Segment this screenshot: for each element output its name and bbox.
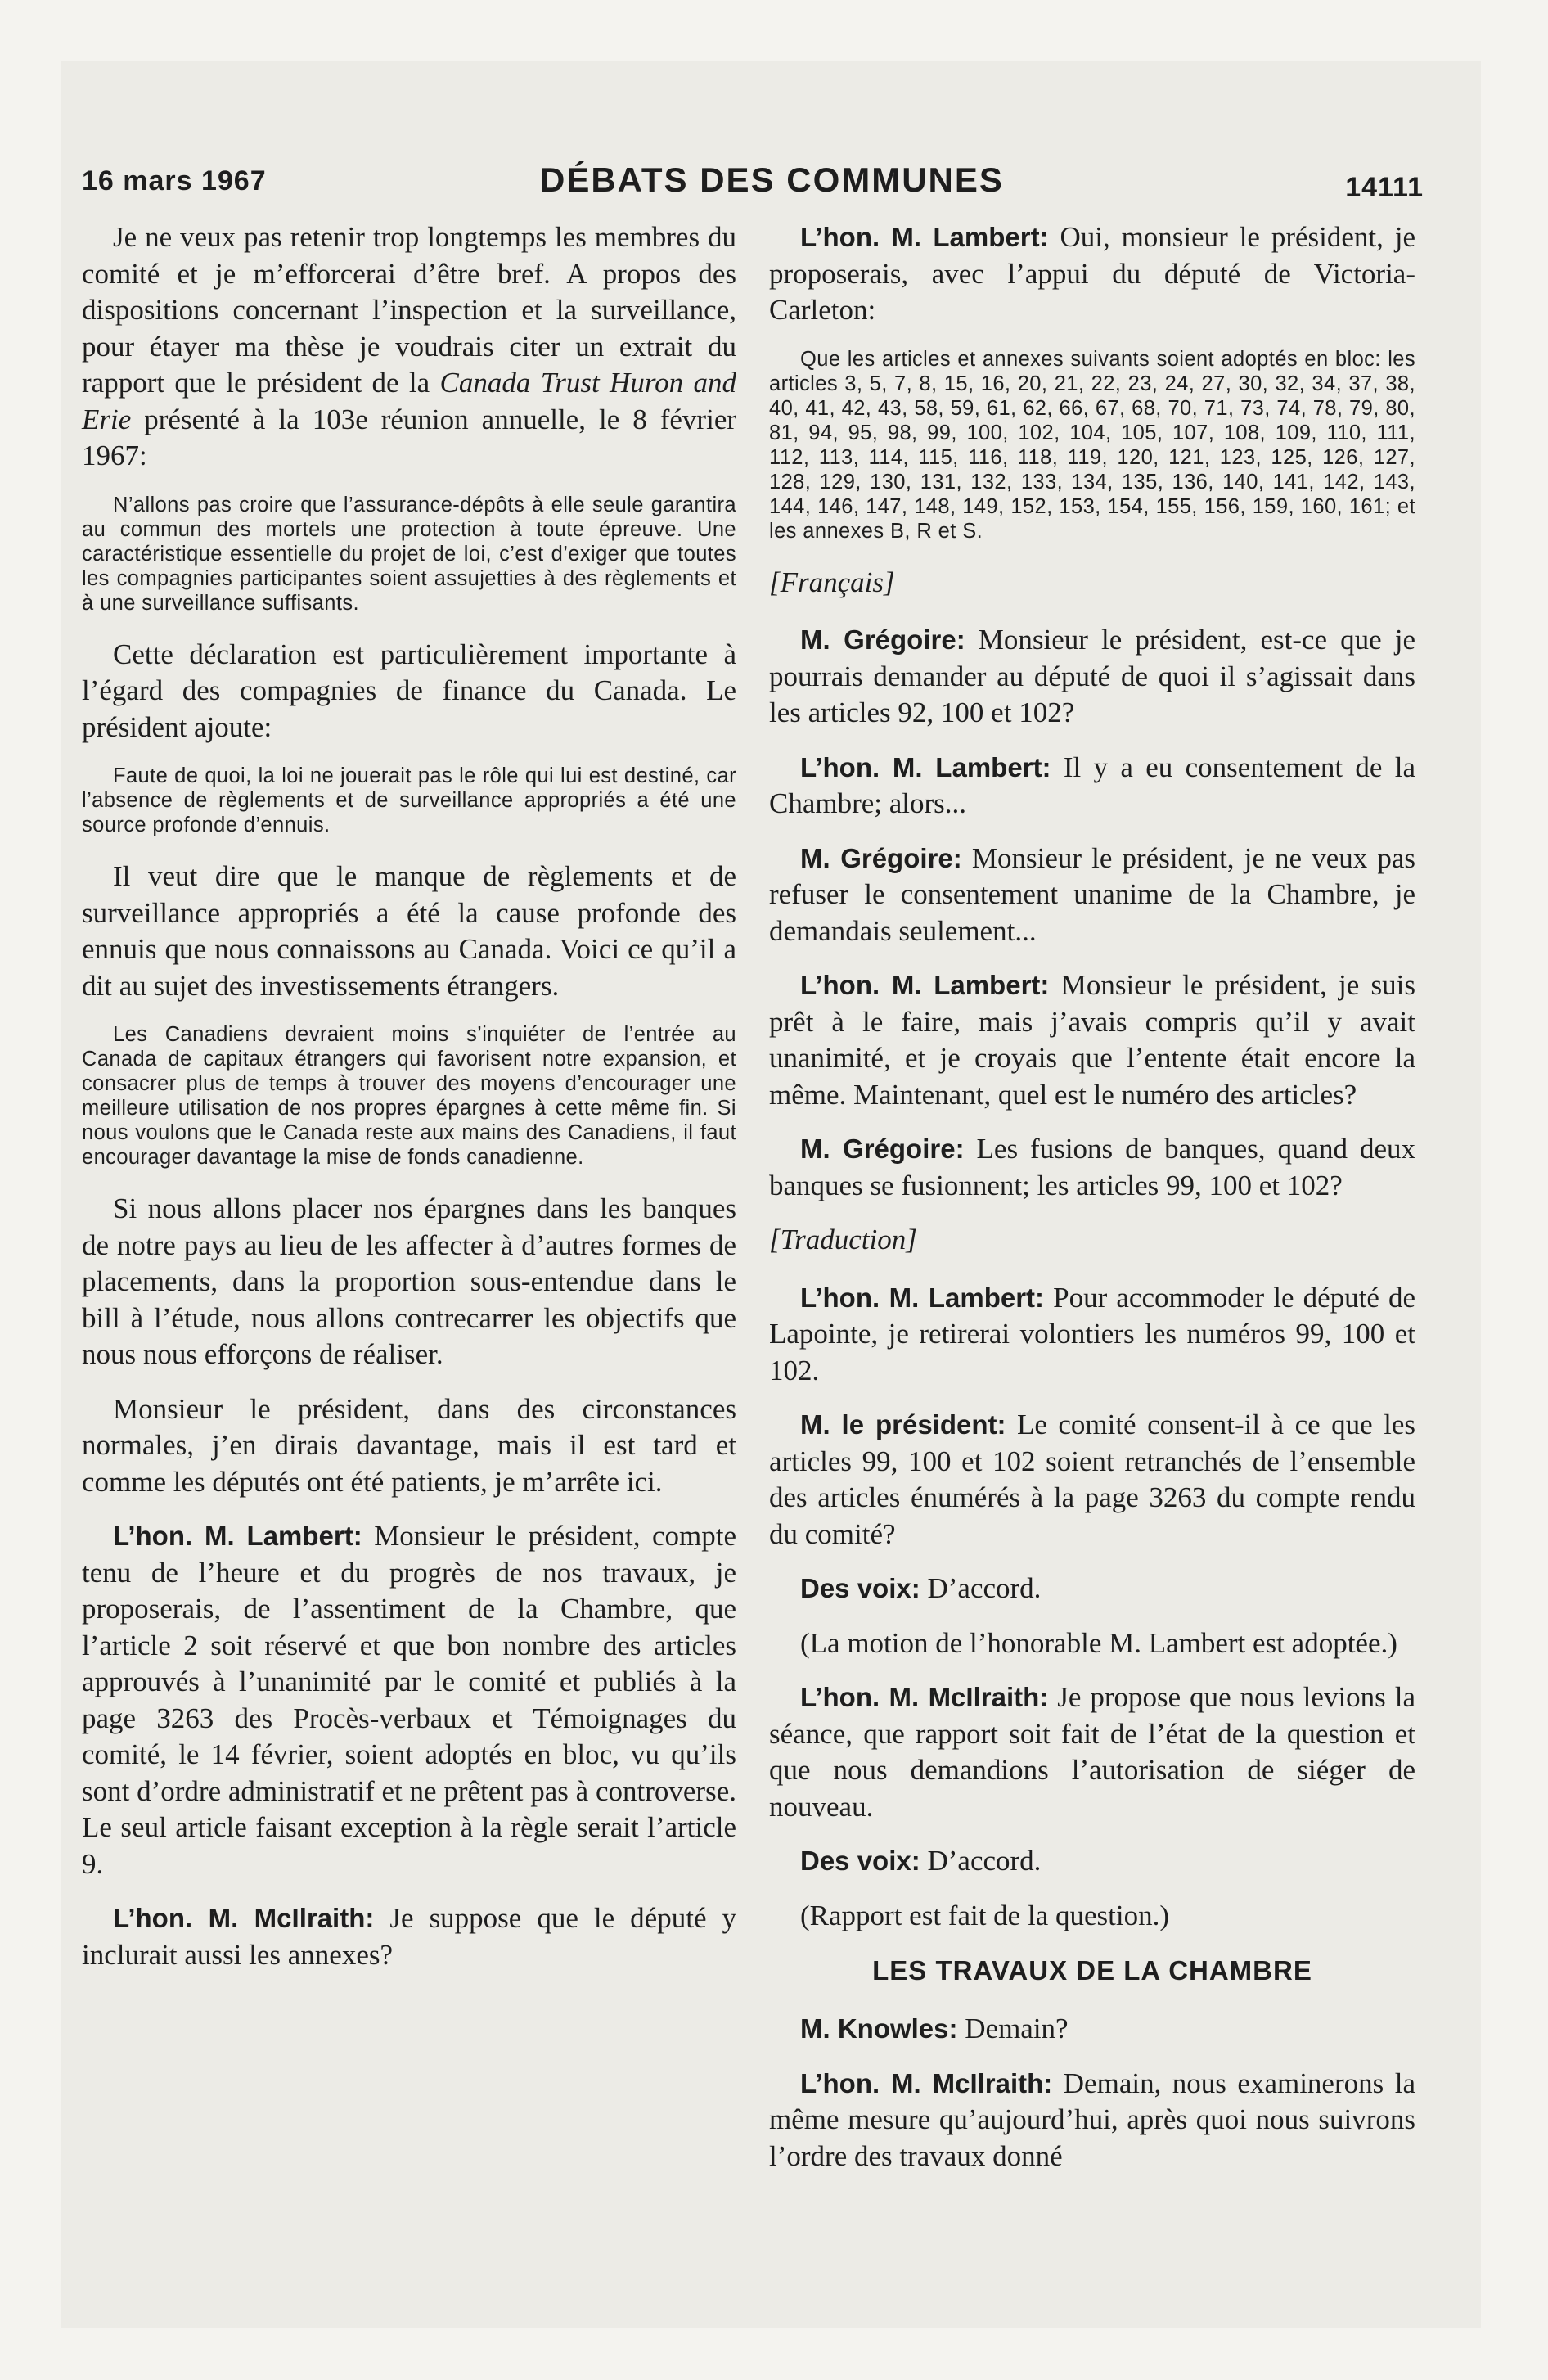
stage-direction: (Rapport est fait de la question.) xyxy=(800,1899,1169,1931)
speech: L’hon. M. Lambert: Monsieur le président, compte tenu de l’heure et du progrès de nos travaux, je proposerais, de l’assentiment de la Chambre, que l’article 2 soit réservé et que bon nombre des articles approuvés à l’unanimité par le comité et publiés à la page 3263 des Procès-verbaux et Témoignages du comité, le 14 février, soient adoptés en bloc, vu qu’ils sont d’ordre administratif et ne prêtent pas à controverse. Le seul article faisant exception à la règle serait l’article 9. xyxy=(82,1520,737,1880)
speaker-name: M. le président: xyxy=(800,1409,1006,1440)
speech: Des voix: D’accord. xyxy=(800,1572,1042,1604)
speech: L’hon. M. Lambert: Monsieur le président, je suis prêt à le faire, mais j’avais compris qu’il y avait unanimité, et je croyais que l’entente était encore la même. Maintenant, quel est le numéro des articles? xyxy=(769,969,1416,1111)
paragraph: Si nous allons placer nos épargnes dans les banques de notre pays au lieu de les affecter à d’autres formes de placements, dans la proportion sous-entendue dans le bill à l’étude, nous allons contrecarrer les objectifs que nous nous efforçons de réaliser. xyxy=(82,1192,736,1370)
motion-text: Que les articles et annexes suivants soient adoptés en bloc: les articles 3, 5, 7, 8, 15, 16, 20, 21, 22, 23, 24, 27, 30, 32, 34, 37, 38, 40, 41, 42, 43, 58, 59, 61, 62, 66, 67, 68, 70, 71, 73, 74, 78, 79, 80, 81, 94, 95, 98, 99, 100, 102, 104, 105, 107, 108, 109, 110, 111, 112, 113, 114, 115, 116, 118, 119, 120, 121, 123, 125, 126, 127, 128, 129, 130, 131, 132, 133, 134, 135, 136, 140, 141, 142, 143, 144, 146, 147, 148, 149, 152, 153, 154, 155, 156, 159, 160, 161; et les annexes B, R et S. xyxy=(769,347,1415,543)
speaker-name: M. Grégoire: xyxy=(800,842,962,873)
block-quote: Les Canadiens devraient moins s’inquiéter de l’entrée au Canada de capitaux étrangers qui favorisent notre expansion, et consacrer plus de temps à trouver des moyens d’encourager une meilleure utilisation de nos propres épargnes à cette même fin. Si nous voulons que le Canada reste aux mains des Canadiens, il faut encourager davantage la mise de fonds canadienne. xyxy=(82,1023,736,1169)
page-number: 14111 xyxy=(1345,172,1424,203)
speaker-name: L’hon. M. Lambert: xyxy=(800,1282,1045,1313)
speaker-name: Des voix: xyxy=(800,1573,920,1603)
speech: M. Knowles: Demain? xyxy=(800,2013,1069,2044)
speech: L’hon. M. Lambert: Pour accommoder le député de Lapointe, je retirerai volontiers les numéros 99, 100 et 102. xyxy=(769,1281,1416,1386)
header-title: DÉBATS DES COMMUNES xyxy=(540,160,1004,199)
speaker-name: L’hon. M. Lambert: xyxy=(800,970,1050,1000)
stage-direction: (La motion de l’honorable M. Lambert est adoptée.) xyxy=(800,1626,1397,1659)
speaker-name: L’hon. M. Lambert: xyxy=(113,1521,362,1551)
paragraph: Il veut dire que le manque de règlements et de surveillance appropriés a été la cause profonde des ennuis que nous connaissons au Canada. Voici ce qu’il a dit au sujet des investissements étrangers. xyxy=(82,860,736,1002)
speech: M. Grégoire: Monsieur le président, je ne veux pas refuser le consentement unanime de la Chambre, je demandais seulement... xyxy=(769,841,1416,947)
speech: L’hon. M. Lambert: Il y a eu consentement de la Chambre; alors... xyxy=(769,751,1416,819)
speech: L’hon. M. McIlraith: Demain, nous examinerons la même mesure qu’aujourd’hui, après quoi nous suivrons l’ordre des travaux donné xyxy=(769,2067,1415,2172)
speaker-name: M. Grégoire: xyxy=(800,624,965,655)
block-quote: N’allons pas croire que l’assurance-dépôts à elle seule garantira au commun des mortels une protection à toute épreuve. Une caractéristique essentielle du projet de loi, c’est d’exiger que toutes les compagnies participantes soient assujetties à des règlements et à une surveillance suffisants. xyxy=(82,493,736,615)
language-note: [Traduction] xyxy=(769,1224,917,1255)
paragraph: Je ne veux pas retenir trop longtemps les membres du comité et je m’efforcerai d’être bref. A propos des dispositions concernant l’inspection et la surveillance, pour étayer ma thèse je voudrais citer un extrait du rapport que le président de la Canada Trust Huron and Erie présenté à la 103e réunion annuelle, le 8 février 1967: xyxy=(82,221,737,471)
speech: L’hon. M. McIlraith: Je suppose que le député y inclurait aussi les annexes? xyxy=(82,1902,736,1971)
company-name: Canada Trust Huron and Erie xyxy=(82,367,736,435)
speaker-name: M. Grégoire: xyxy=(800,1134,965,1164)
language-note: [Français] xyxy=(769,566,895,598)
speaker-name: M. Knowles: xyxy=(800,2013,958,2044)
speaker-name: L’hon. M. Lambert: xyxy=(800,751,1051,782)
speech: Des voix: D’accord. xyxy=(800,1845,1042,1877)
running-head xyxy=(82,156,1424,205)
speech: M. Grégoire: Les fusions de banques, quand deux banques se fusionnent; les articles 99, 100 et 102? xyxy=(769,1133,1416,1201)
block-quote: Faute de quoi, la loi ne jouerait pas le rôle qui lui est destiné, car l’absence de règlements et de surveillance appropriés a été une source profonde d’ennuis. xyxy=(82,764,736,836)
speaker-name: L’hon. M. McIlraith: xyxy=(800,1682,1049,1712)
left-column xyxy=(82,219,736,1991)
paragraph: Monsieur le président, dans des circonstances normales, j’en dirais davantage, mais il est tard et comme les députés ont été patients, je m’arrête ici. xyxy=(82,1392,736,1498)
speech: L’hon. M. McIlraith: Je propose que nous levions la séance, que rapport soit fait de l’état de la question et que nous demandions l’autorisation de siéger de nouveau. xyxy=(769,1681,1416,1823)
right-column xyxy=(769,219,1415,2193)
header-date: 16 mars 1967 xyxy=(82,165,267,196)
speaker-name: L’hon. M. Lambert: xyxy=(800,222,1049,252)
section-heading: LES TRAVAUX DE LA CHAMBRE xyxy=(872,1955,1312,1986)
speaker-name: L’hon. M. McIlraith: xyxy=(113,1903,375,1933)
speaker-name: Des voix: xyxy=(800,1846,920,1876)
speech: M. Grégoire: Monsieur le président, est-ce que je pourrais demander au député de quoi il s’agissait dans les articles 92, 100 et 102? xyxy=(769,624,1416,728)
speech: M. le président: Le comité consent-il à ce que les articles 99, 100 et 102 soient retranchés de l’ensemble des articles énumérés à la page 3263 du compte rendu du comité? xyxy=(769,1409,1415,1550)
paragraph: Cette déclaration est particulièrement importante à l’égard des compagnies de finance du Canada. Le président ajoute: xyxy=(82,638,736,743)
speech: L’hon. M. Lambert: Oui, monsieur le président, je proposerais, avec l’appui du député de Victoria-Carleton: xyxy=(769,221,1416,326)
speaker-name: L’hon. M. McIlraith: xyxy=(800,2067,1053,2098)
